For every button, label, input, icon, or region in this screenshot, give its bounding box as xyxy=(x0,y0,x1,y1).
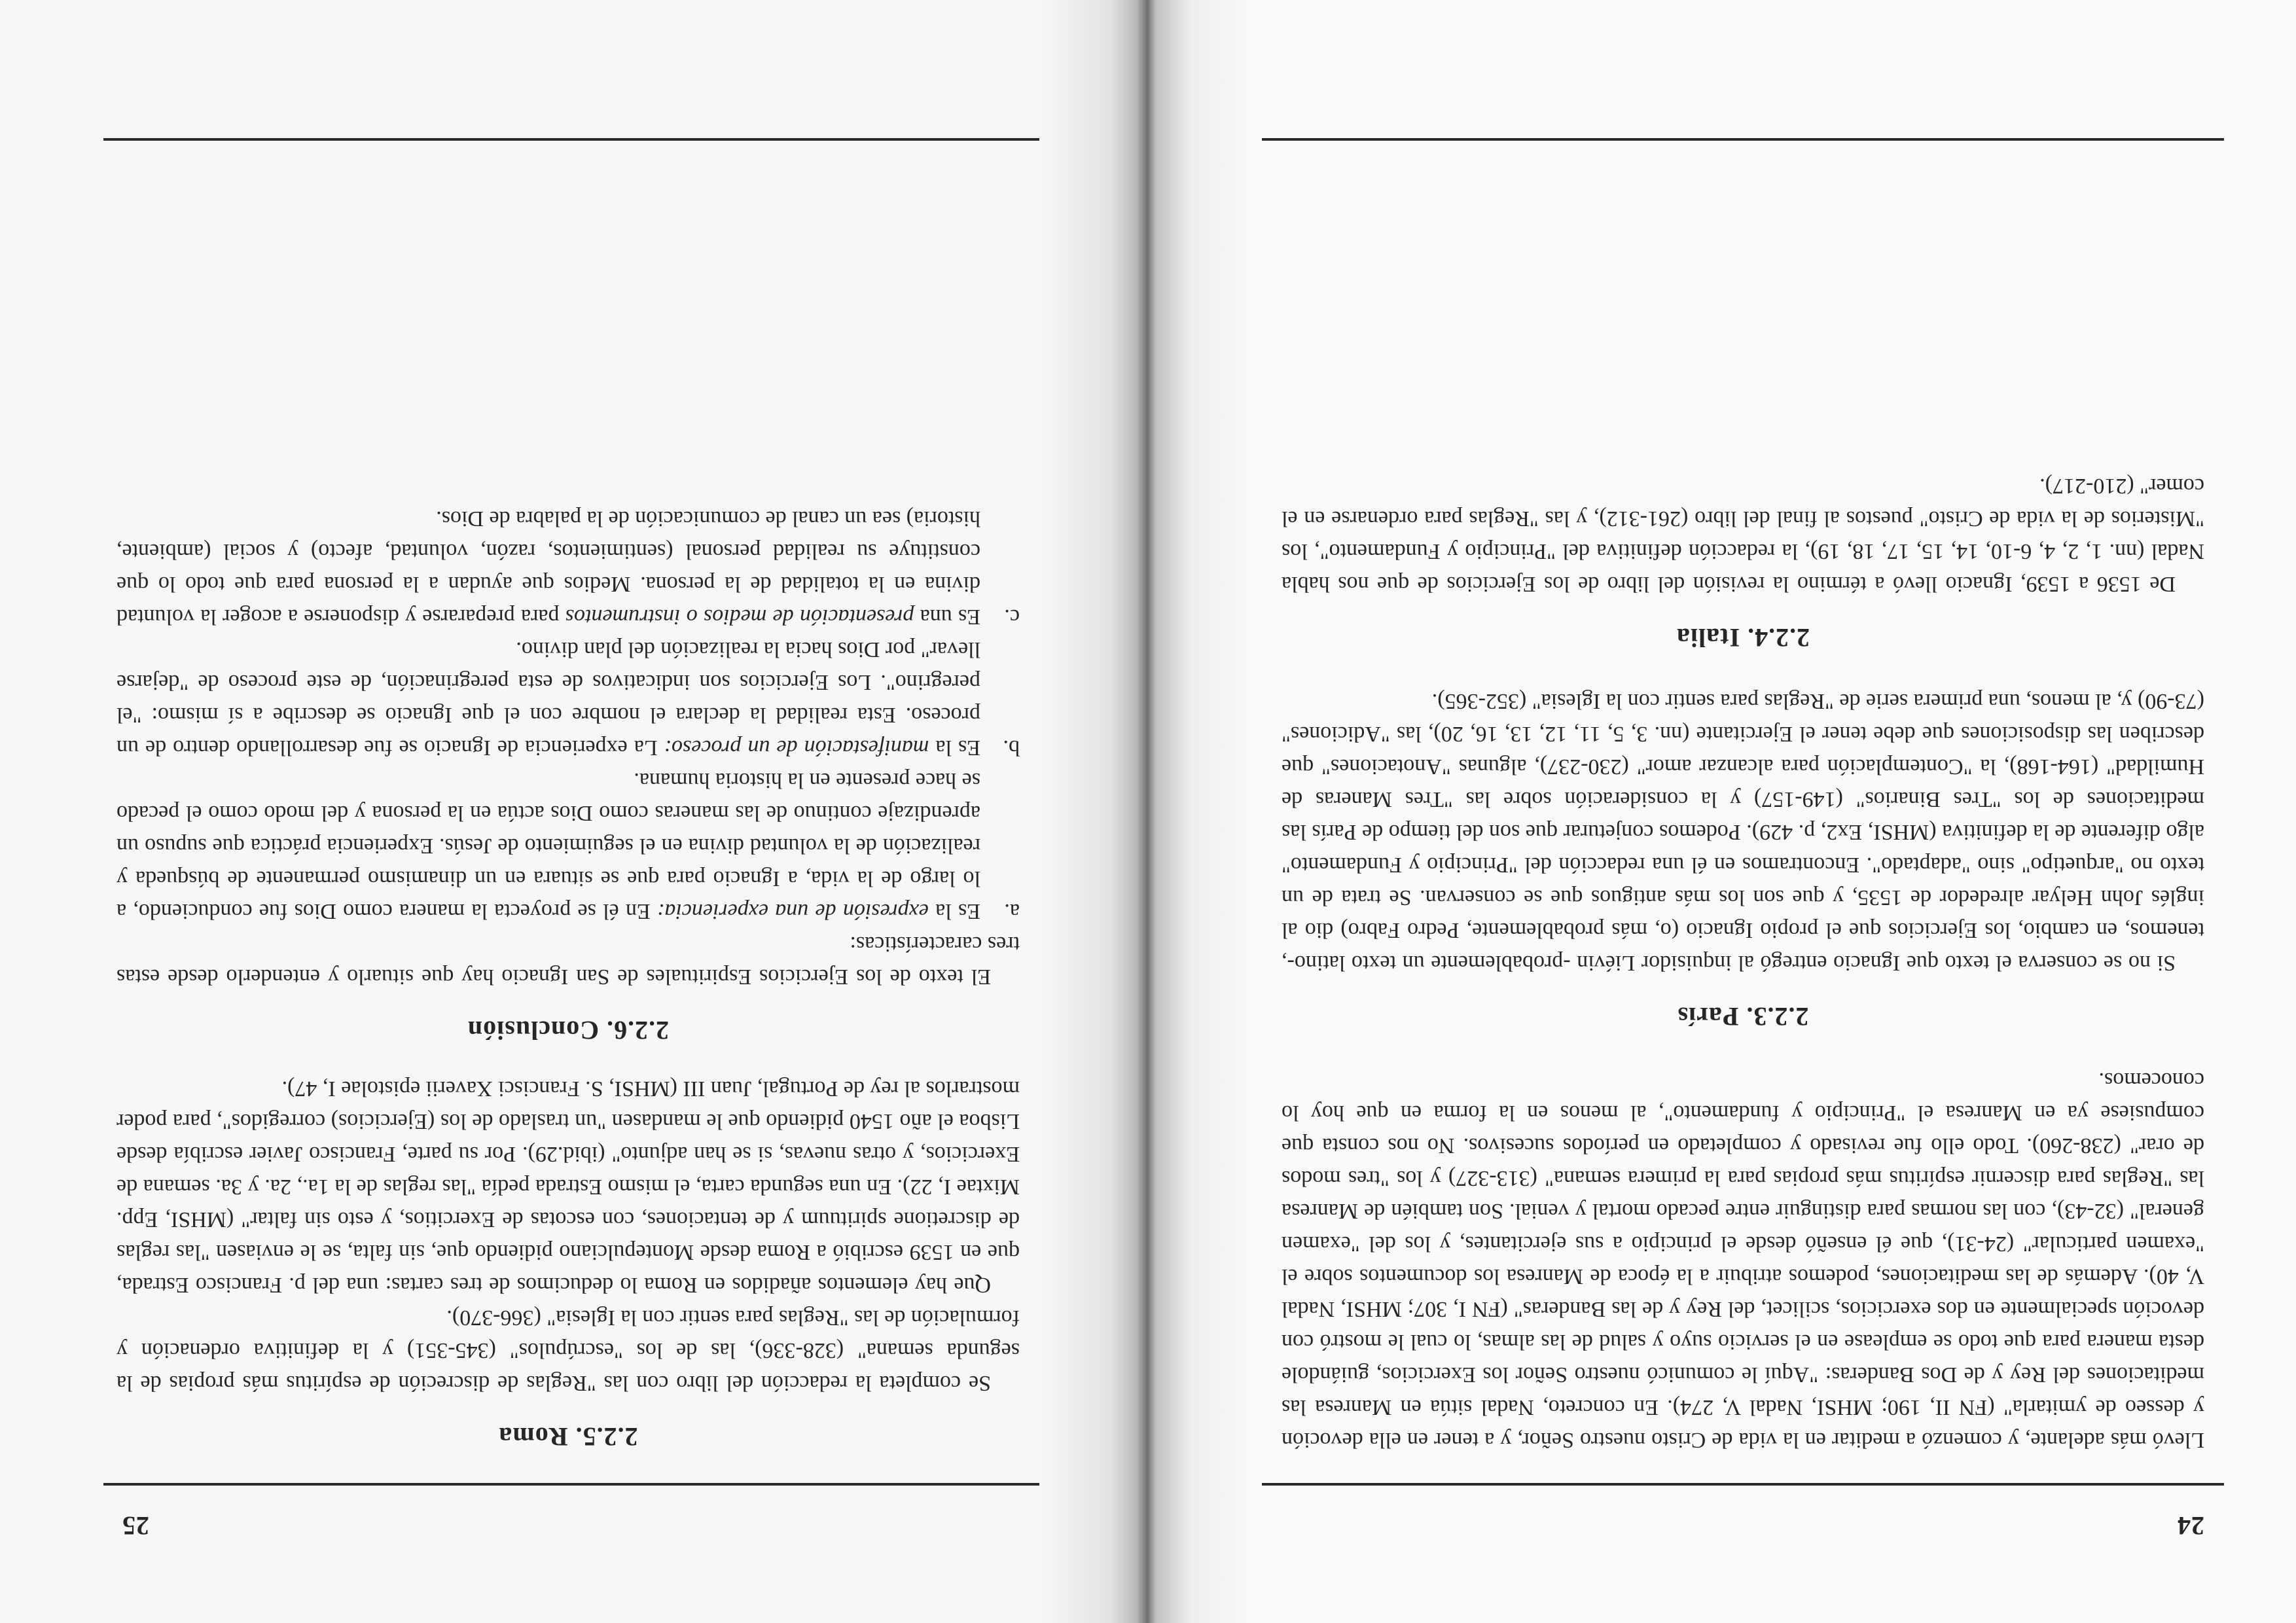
item-letter: a. xyxy=(1004,899,1020,923)
italia-paragraph: De 1536 a 1539, Ignacio llevó a término la revisión del libro de los Ejercicios de que nos habla Nadal (nn. 1, 2, 4, 6-10, 14, 15, 17, 18, 19), la redacción definitiva del "Principio y Fundamento", los "Misterios de la vida de Cristo" puestos al final del libro (261-312), y las "Reglas para ordenarse en el comer" (210-217). xyxy=(1282,474,2204,596)
page-24 xyxy=(1170,0,2296,1623)
heading-italia: 2.2.4. Italia xyxy=(1676,623,1810,652)
footer-rule xyxy=(1262,138,2224,141)
item-letter: b. xyxy=(1003,736,1020,760)
item-letter: c. xyxy=(1004,605,1020,629)
roma-paragraph-1: Se completa la redacción del libro con las "Reglas de discreción de espíritus más propias de la segunda semana" (328-336), las de los "escrúpulos" (345-351) y la definitiva ordenación y formulación de las "Reglas para sentir con la Iglesia" (366-370). xyxy=(117,1306,1020,1395)
item-emphasis: manifestación de un proceso: xyxy=(664,736,929,760)
list-item-c xyxy=(117,502,1020,633)
heading-paris: 2.2.3. París xyxy=(1677,1002,1809,1031)
item-rest: para prepararse y disponerse a acoger la voluntad divina en la totalidad de la persona. Medios que ayudan a la persona para que todo lo que constituye su realidad personal (sentimientos, razón, voluntad, afecto) y social (ambiente, historia) sea un canal de comunicación de la palabra de Dios. xyxy=(117,507,980,629)
item-text xyxy=(117,764,980,927)
page-24-text xyxy=(1282,469,2204,1456)
heading-roma: 2.2.5. Roma xyxy=(498,1422,638,1452)
footer-rule xyxy=(103,138,1039,141)
page-25-text xyxy=(117,502,1020,1456)
item-emphasis: expresión de una experiencia: xyxy=(657,899,929,923)
header-rule xyxy=(103,1483,1039,1486)
item-lead: Es una xyxy=(914,605,980,629)
page-number: 25 xyxy=(122,1511,149,1541)
page-number: 24 xyxy=(2177,1511,2204,1541)
header-rule xyxy=(1262,1483,2224,1486)
item-lead: Es la xyxy=(928,899,980,923)
list-item-b xyxy=(117,633,1020,764)
item-lead: Es la xyxy=(929,736,980,760)
list-item-a xyxy=(117,764,1020,927)
paris-paragraph: Si no se conserva el texto que Ignacio entregó al inquisidor Liévin -probablemente un texto latino-, tenemos, en cambio, los Ejercicios que el propio Ignacio (o, más probablemente, Pedro Fabro) dio al inglés John Helyar alrededor de 1535, y que son los más antiguos que se conservan. Se trata de un texto no "arquetipo" sino "adaptado". Encontramos en él una redacción del "Principio y Fundamento" algo diferente de la definitiva (MHSI, Ex2, p. 429). Podemos conjeturar que son del tiempo de París las meditaciones de los "Tres Binarios" (149-157) y la consideración sobre las "Tres Maneras de Humildad" (164-168), la "Contemplación para alcanzar amor" (230-237), algunas "Anotaciones" que describen las disposiciones que debe tener el Ejercitante (nn. 3, 5, 11, 12, 13, 16, 20), las "Adiciones" (73-90) y, al menos, una primera serie de "Reglas para sentir con la Iglesia" (352-365). xyxy=(1282,689,2204,975)
item-rest: En él se proyecta la manera como Dios fue conduciendo, a lo largo de la vida, a Ignacio para que se situara en un dinamismo permanente de búsqueda y realización de la voluntad divina en el seguimiento de Jesús. Experiencia práctica que supuso un aprendizaje continuo de las maneras como Dios actúa en la persona y del modo como el pecado se hace presente en la historia humana. xyxy=(117,768,980,923)
item-text xyxy=(117,502,980,633)
intro-paragraph: Llevó más adelante, y comenzó a meditar en la vida de Cristo nuestro Señor, y a tener en ella devoción y desseo de ymitarla" (FN II, 190; MHSI, Nadal V, 274). En concreto, Nadal sitúa en Manresa las meditaciones del Rey y de Dos Banderas: "Aquí le comunicó nuestro Señor los Exercicios, guiándole desta manera para que todo se emplease en el servicio suyo y salud de las almas, lo cual le mostró con devoción specialmente en dos exercicios, scilicet, del Rey y de las Banderas" (FN I, 307; MHSI, Nadal V, 40). Además de las meditaciones, podemos atribuir a la época de Manresa los documentos sobre el "examen particular" (24-31), que él enseñó desde el principio a sus ejercitantes, y los del "examen general" (32-43), con las normas para distinguir entre pecado mortal y venial. Son también de Manresa las "Reglas para discernir espíritus más propias para la primera semana" (313-327) y los "tres modos de orar" (238-260). Todo ello fue revisado y completado en períodos sucesivos. No nos consta que compusiese ya en Manresa el "Principio y fundamento", al menos en la forma en que hoy lo conocemos. xyxy=(1282,1068,2204,1452)
item-emphasis: presentación de medios o instrumentos xyxy=(565,605,914,629)
item-rest: La experiencia de Ignacio se fue desarrollando dentro de un proceso. Esta realidad la declara el nombre con el que Ignacio se describe a sí mismo: "el peregrino". Los Ejercicios son indicativos de esta peregrinación, de este proceso de "dejarse llevar" por Dios hacia la realización del plan divino. xyxy=(117,637,980,760)
roma-paragraph-2: Que hay elementos añadidos en Roma lo deducimos de tres cartas: una del p. Francisco Estrada, que en 1539 escribió a Roma desde Montepulciano pidiendo que, sin falta, se le enviasen "las reglas de discretione spirituum y de tentaciones, con escotas de Exercitios, y esto sin faltar" (MHSI, Epp. Mixtae I, 22). En una segunda carta, el mismo Estrada pedía "las reglas de la 1a., 2a. y 3a. semana de Exercicios, y otras nuevas, si se han adjunto" (ibid.29). Por su parte, Francisco Javier escribía desde Lisboa el año 1540 pidiendo que le mandasen "un traslado de los (Ejercicios) corregidos", para poder mostrarlos al rey de Portugal, Juan III (MHSI, S. Francisci Xaverii epistolae I, 47). xyxy=(117,1077,1020,1297)
conclusion-paragraph: El texto de los Ejercicios Espirituales de San Ignacio hay que situarlo y entenderlo desde estas tres características: xyxy=(117,932,1020,989)
item-text xyxy=(117,633,980,764)
heading-conclusion: 2.2.6. Conclusión xyxy=(467,1016,670,1045)
